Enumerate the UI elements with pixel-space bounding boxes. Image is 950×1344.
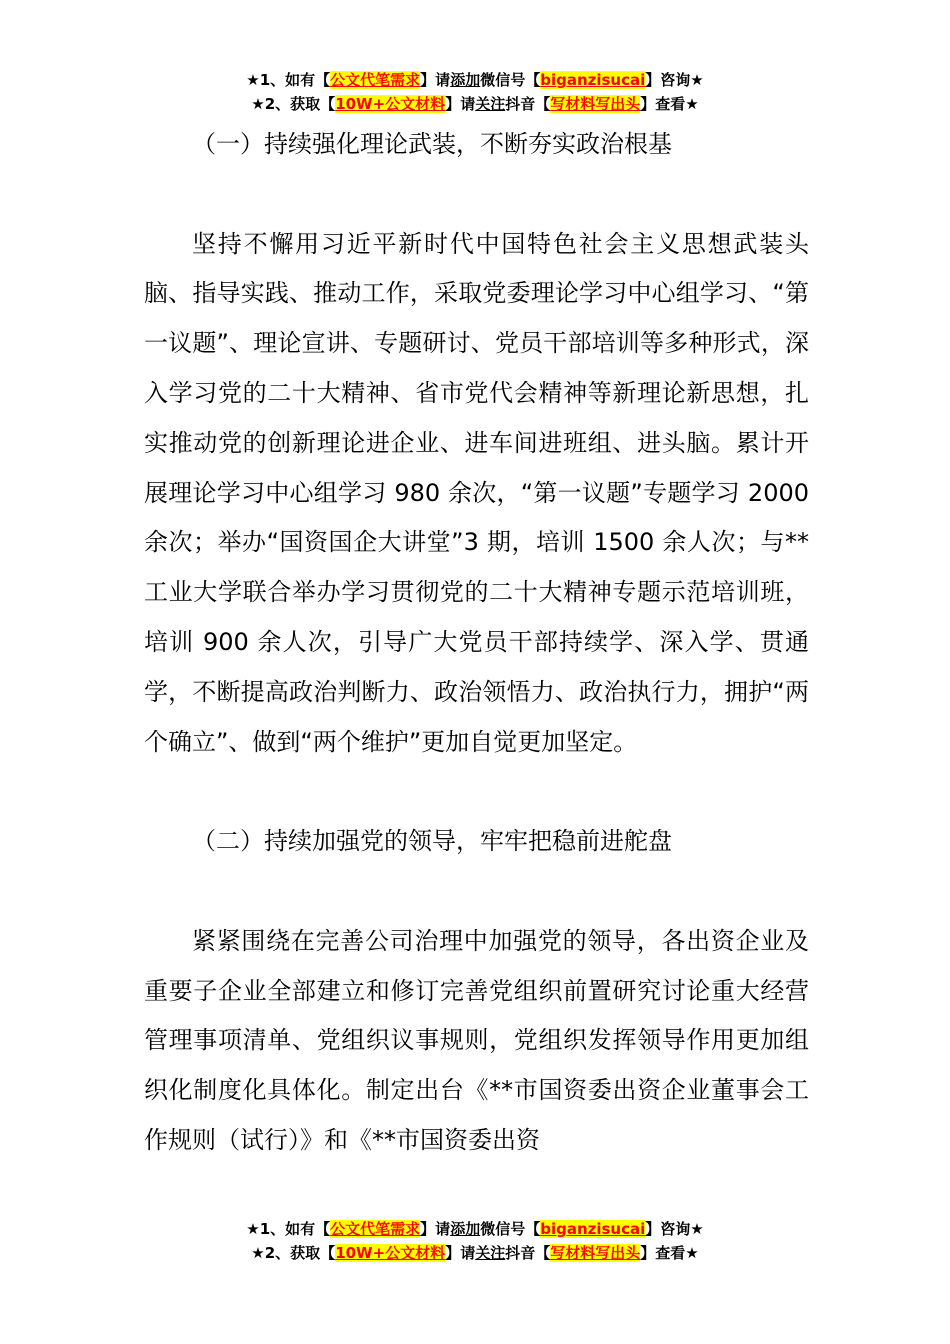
banner-highlight: 10W+公文材料 bbox=[335, 1244, 446, 1262]
banner-highlight: biganzisucai bbox=[540, 71, 646, 89]
banner-text: ★2、获取【 bbox=[251, 95, 336, 113]
footer-banner bbox=[0, 1217, 950, 1265]
banner-text: 】咨询★ bbox=[645, 1220, 704, 1238]
banner-underlined-text: 关注 bbox=[475, 1244, 506, 1262]
banner-text: 】请 bbox=[420, 71, 451, 89]
banner-text: 抖音【 bbox=[505, 1244, 551, 1262]
banner-highlight: 写材料写出头 bbox=[550, 1244, 641, 1262]
banner-underlined-text: 添加 bbox=[450, 1220, 481, 1238]
banner-text: 】咨询★ bbox=[645, 71, 704, 89]
banner-text: 】请 bbox=[445, 1244, 476, 1262]
banner-text: ★1、如有【 bbox=[246, 71, 331, 89]
banner-text: ★2、获取【 bbox=[251, 1244, 336, 1262]
banner-text: 微信号【 bbox=[480, 71, 541, 89]
banner-underlined-text: 关注 bbox=[475, 95, 506, 113]
banner-text: 】请 bbox=[420, 1220, 451, 1238]
section-paragraph-2: 紧紧围绕在完善公司治理中加强党的领导，各出资企业及重要子企业全部建立和修订完善党组织前置研究讨论重大经营管理事项清单、党组织议事规则，党组织发挥领导作用更加组织化制度化具体化。制定出台《**市国资委出资企业董事会工作规则（试行）》和《**市国资委出资 bbox=[144, 926, 809, 1154]
banner-text: 】查看★ bbox=[640, 95, 699, 113]
section-heading-1: （一）持续强化理论武装，不断夯实政治根基 bbox=[192, 130, 672, 158]
banner-highlight: 写材料写出头 bbox=[550, 95, 641, 113]
banner-text: 抖音【 bbox=[505, 95, 551, 113]
footer-line-2 bbox=[0, 1241, 950, 1265]
banner-line-2 bbox=[0, 92, 950, 116]
banner-text: 】请 bbox=[445, 95, 476, 113]
section-paragraph-1: 坚持不懈用习近平新时代中国特色社会主义思想武装头脑、指导实践、推动工作，采取党委理论学习中心组学习、“第一议题”、理论宣讲、专题研讨、党员干部培训等多种形式，深入学习党的二十大精神、省市党代会精神等新理论新思想，扎实推动党的创新理论进企业、进车间进班组、进头脑。累计开展理论学习中心组学习 980 余次，“第一议题”专题学习 2000 余次；举办“国资国企大讲堂”3 期，培训 1500 余人次；与**工业大学联合举办学习贯彻党的二十大精神专题示范培训班，培训 900 余人次，引导广大党员干部持续学、深入学、贯通学，不断提高政治判断力、政治领悟力、政治执行力，拥护“两个确立”、做到“两个维护”更加自觉更加坚定。 bbox=[144, 229, 809, 756]
footer-line-1 bbox=[0, 1217, 950, 1241]
banner-text: 微信号【 bbox=[480, 1220, 541, 1238]
banner-highlight: 公文代笔需求 bbox=[330, 71, 421, 89]
document-body bbox=[144, 120, 809, 1216]
header-banner bbox=[0, 68, 950, 116]
banner-highlight: 公文代笔需求 bbox=[330, 1220, 421, 1238]
banner-underlined-text: 添加 bbox=[450, 71, 481, 89]
banner-highlight: biganzisucai bbox=[540, 1220, 646, 1238]
banner-line-1 bbox=[0, 68, 950, 92]
banner-text: 】查看★ bbox=[640, 1244, 699, 1262]
banner-highlight: 10W+公文材料 bbox=[335, 95, 446, 113]
section-heading-2: （二）持续加强党的领导，牢牢把稳前进舵盘 bbox=[192, 827, 672, 856]
banner-text: ★1、如有【 bbox=[246, 1220, 331, 1238]
